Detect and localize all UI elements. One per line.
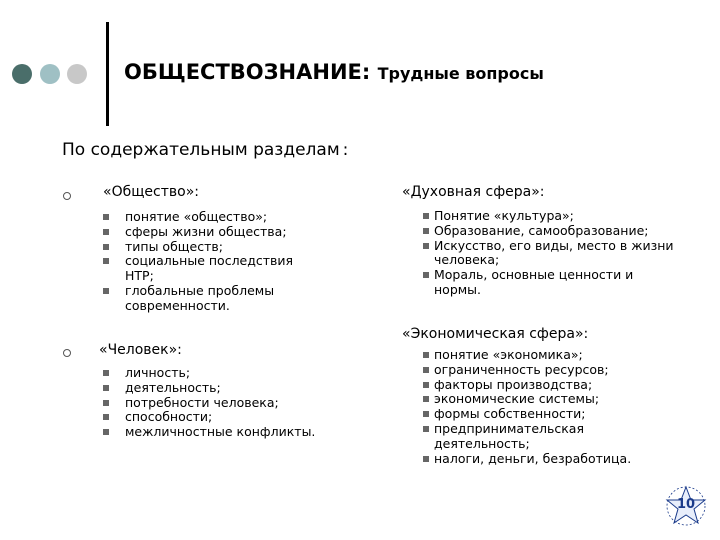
list-item: деятельность; [103,381,349,396]
title-main: ОБЩЕСТВОЗНАНИЕ: [124,60,371,84]
section-society-heading: «Общество»: [103,184,199,200]
list-item: Искусство, его виды, место в жизни человека; [422,239,689,269]
section-human [99,341,349,440]
decor-dot-teal-icon [40,64,60,84]
section-spiritual-heading: «Духовная сфера»: [402,184,545,200]
list-item: факторы производства; [422,378,692,393]
section-spiritual [402,183,692,298]
section-economic [402,325,692,466]
list-item: Образование, самообразование; [422,224,692,239]
subheading [62,140,348,160]
list-item: Понятие «культура»; [422,209,692,224]
list-item: ограниченность ресурсов; [422,363,692,378]
list-item: налоги, деньги, безработица. [422,452,692,467]
decor-dot-gray-icon [67,64,87,84]
list-item: способности; [103,410,349,425]
list-item: типы обществ; [103,240,318,255]
section-society-ring-icon [63,192,71,200]
list-item: формы собственности; [422,407,692,422]
section-society [103,183,318,314]
page-title [124,60,544,84]
list-item: сферы жизни общества; [103,225,318,240]
section-economic-heading: «Экономическая сфера»: [402,326,589,342]
title-sub: Трудные вопросы [377,64,544,83]
list-item: понятие «общество»; [103,210,318,225]
list-item: Мораль, основные ценности и нормы. [422,268,679,298]
list-item: межличностные конфликты. [103,425,349,440]
list-item: потребности человека; [103,396,349,411]
section-human-heading: «Человек»: [99,342,182,358]
title-divider [106,22,109,126]
subheading-colon: : [342,140,349,160]
section-human-ring-icon [63,349,71,357]
page-number: 10 [676,497,696,512]
list-item: понятие «экономика»; [422,348,692,363]
decor-dot-dark-icon [12,64,32,84]
list-item: социальные последствия НТР; [103,254,310,284]
list-item: экономические системы; [422,392,692,407]
list-item: предпринимательская деятельность; [422,422,609,452]
list-item: глобальные проблемы современности. [103,284,315,314]
list-item: личность; [103,366,349,381]
subheading-text: По содержательным разделам [62,140,340,160]
